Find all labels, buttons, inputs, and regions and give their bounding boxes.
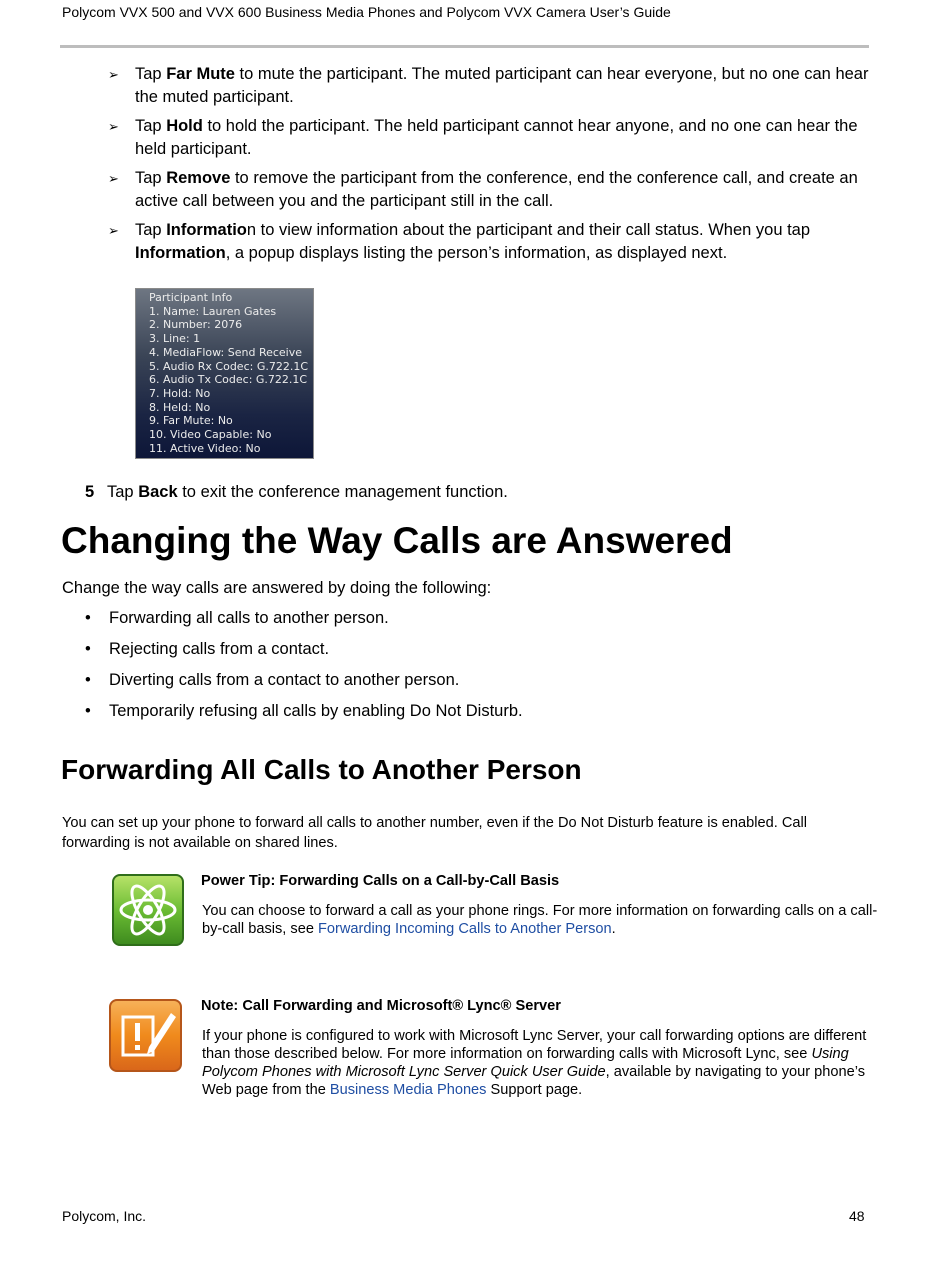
list-item — [85, 609, 523, 640]
list-item — [108, 219, 878, 265]
item-text: to mute the participant. The muted participant can hear everyone, but no one can hear the muted participant. — [135, 65, 869, 106]
section-intro: Change the way calls are answered by doing the following: — [62, 579, 492, 597]
bullet-icon: • — [85, 640, 91, 658]
participant-info-screenshot — [135, 288, 314, 459]
list-item — [108, 63, 878, 109]
item-text: Rejecting calls from a contact. — [109, 640, 330, 658]
tip-body — [202, 902, 892, 938]
subsection-heading: Forwarding All Calls to Another Person — [61, 754, 582, 785]
item-text: n to view information about the participant and their call status. When you tap — [246, 221, 811, 239]
participant-info-line: 9. Far Mute: No — [149, 414, 233, 428]
item-text: Tap — [135, 169, 167, 187]
header-divider — [60, 45, 869, 48]
note-text: , available by navigating to your phone’s Web page from the — [202, 1064, 866, 1098]
item-term: Remove — [166, 169, 231, 187]
answer-options-list — [85, 609, 523, 733]
item-term: Far Mute — [166, 65, 235, 83]
participant-info-line: 4. MediaFlow: Send Receive — [149, 345, 303, 359]
item-text: Tap — [135, 221, 167, 239]
item-term: Informatio — [166, 221, 247, 239]
note-title: Note: Call Forwarding and Microsoft® Lync® Server — [201, 998, 561, 1014]
step-text: to exit the conference management function. — [177, 483, 508, 501]
tip-title: Power Tip: Forwarding Calls on a Call-by-Call Basis — [201, 873, 560, 889]
item-text: Diverting calls from a contact to another person. — [109, 671, 460, 689]
bullet-icon: • — [85, 671, 91, 689]
participant-info-line: 10. Video Capable: No — [149, 428, 272, 442]
page-number: 48 — [849, 1208, 865, 1224]
participant-info-line: 2. Number: 2076 — [149, 318, 243, 332]
participant-info-line: 6. Audio Tx Codec: G.722.1C — [149, 373, 308, 387]
subsection-paragraph: You can set up your phone to forward all calls to another number, even if the Do Not Disturb feature is enabled. Call forwarding is not available on shared lines. — [62, 815, 807, 851]
item-text: Tap — [135, 65, 167, 83]
page-header: Polycom VVX 500 and VVX 600 Business Media Phones and Polycom VVX Camera User’s Guide — [62, 4, 671, 20]
participant-info-title: Participant Info — [149, 291, 233, 304]
section-heading: Changing the Way Calls are Answered — [61, 520, 733, 561]
business-media-phones-link[interactable]: Business Media Phones — [329, 1082, 487, 1098]
list-item — [85, 671, 523, 702]
atom-icon — [112, 874, 184, 946]
arrow-bullet-icon: ➢ — [108, 171, 119, 186]
item-text: to remove the participant from the conference, end the conference call, and create an active call between you and the participant still in the call. — [135, 169, 858, 210]
step-number: 5 — [85, 483, 95, 501]
participant-info-line: 3. Line: 1 — [149, 332, 201, 346]
participant-info-line: 8. Held: No — [149, 400, 211, 414]
item-text: Tap — [135, 117, 167, 135]
note-pencil-icon — [109, 999, 182, 1072]
tip-text: You can choose to forward a call as your phone rings. For more information on forwarding calls on a call-by-call basis, see — [202, 903, 878, 937]
step-term: Back — [138, 483, 178, 501]
arrow-bullet-icon: ➢ — [108, 223, 119, 238]
item-term: Information — [135, 244, 226, 262]
bullet-icon: • — [85, 609, 91, 627]
list-item — [108, 167, 878, 213]
arrow-bullet-icon: ➢ — [108, 67, 119, 82]
list-item — [85, 702, 523, 733]
arrow-bullet-icon: ➢ — [108, 119, 119, 134]
bullet-icon: • — [85, 702, 91, 720]
item-term: Hold — [166, 117, 203, 135]
participant-options-list — [108, 63, 878, 271]
note-text: Support page. — [486, 1082, 583, 1098]
participant-info-line: 11. Active Video: No — [149, 441, 261, 455]
step-text: Tap — [107, 483, 139, 501]
list-item — [85, 640, 523, 671]
item-text: to hold the participant. The held participant cannot hear anyone, and no one can hear the held participant. — [135, 117, 858, 158]
note-body — [202, 1027, 892, 1099]
step-5 — [85, 483, 508, 502]
forwarding-incoming-calls-link[interactable]: Forwarding Incoming Calls to Another Person — [318, 921, 612, 937]
item-text: , a popup displays listing the person’s information, as displayed next. — [225, 244, 728, 262]
footer-company: Polycom, Inc. — [62, 1208, 147, 1224]
tip-text: . — [611, 921, 616, 937]
note-text: If your phone is configured to work with Microsoft Lync Server, your call forwarding options are different than those described below. For more information on forwarding calls with Microsoft Lync, see — [202, 1028, 867, 1062]
item-text: Forwarding all calls to another person. — [109, 609, 389, 627]
participant-info-line: 7. Hold: No — [149, 386, 211, 400]
item-text: Temporarily refusing all calls by enabling Do Not Disturb. — [109, 702, 523, 720]
list-item — [108, 115, 878, 161]
participant-info-line: 1. Name: Lauren Gates — [149, 304, 277, 318]
guide-title: Using Polycom Phones with Microsoft Lync Server Quick User Guide — [202, 1046, 849, 1080]
participant-info-line: 5. Audio Rx Codec: G.722.1C — [149, 359, 309, 373]
